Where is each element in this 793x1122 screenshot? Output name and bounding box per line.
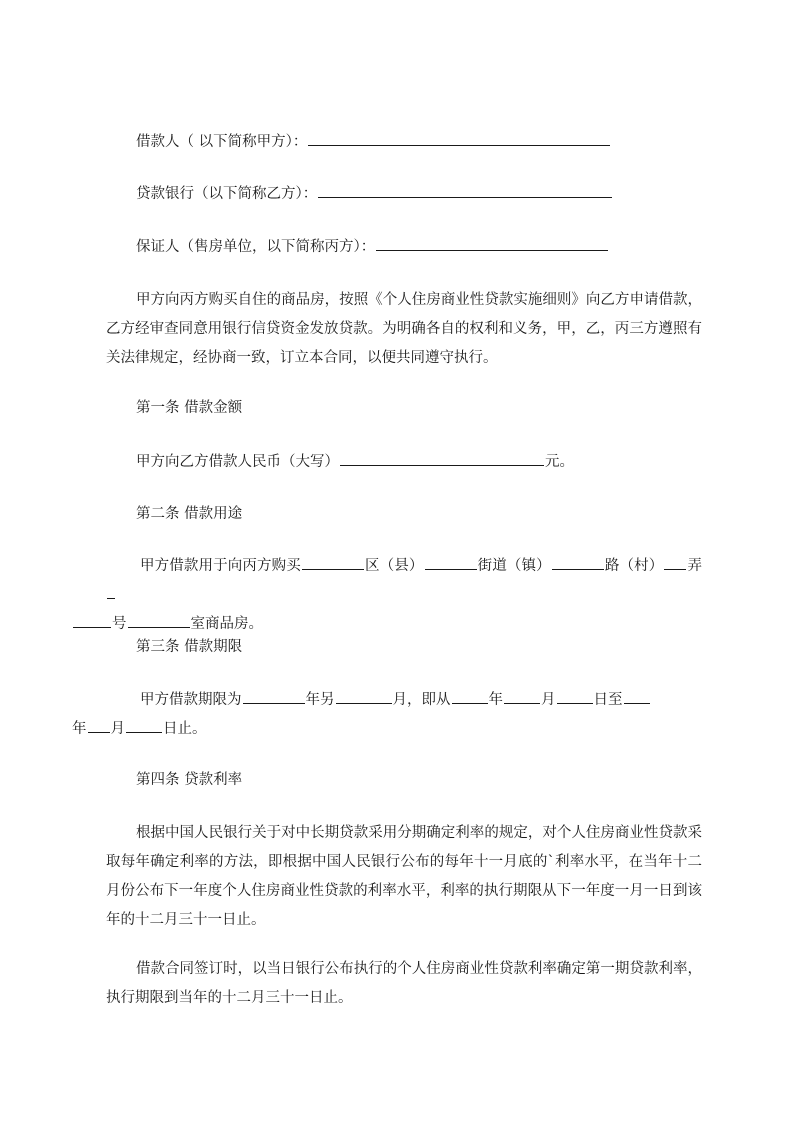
article3-t6: 日至 bbox=[593, 692, 623, 708]
article3-paragraph bbox=[72, 686, 702, 744]
article4-paragraph-1: 根据中国人民银行关于对中长期贷款采用分期确定利率的规定，对个人住房商业性贷款采取每年确定利率的方法，即根据中国人民银行公布的每年十一月底的`利率水平，在当年十二月份公布下一年度个人住房商业性贷款的利率水平，利率的执行期限从下一年度一月一日到该年的十二月三十一日止。 bbox=[106, 825, 702, 928]
article2-paragraph bbox=[106, 552, 702, 639]
article2-t2: 区（县） bbox=[364, 558, 424, 574]
article3-t2: 年另 bbox=[305, 692, 335, 708]
guarantor-label: 保证人（售房单位，以下简称丙方）： bbox=[136, 239, 376, 255]
end-month-blank bbox=[88, 718, 110, 733]
borrower-line bbox=[136, 131, 611, 152]
start-day-blank bbox=[557, 689, 593, 704]
lane-tail-blank bbox=[107, 584, 115, 599]
article3-t8: 月 bbox=[110, 721, 125, 737]
start-year-blank bbox=[452, 689, 488, 704]
article2-heading: 第二条 借款用途 bbox=[136, 506, 243, 522]
room-blank bbox=[128, 613, 190, 628]
article3-t3: 月，即从 bbox=[392, 692, 451, 708]
article2-t6: 号 bbox=[112, 616, 127, 632]
article3-t1: 甲方借款期限为 bbox=[140, 692, 242, 708]
article2-t7: 室商品房。 bbox=[190, 616, 263, 632]
number-blank bbox=[73, 613, 111, 628]
borrower-label: 借款人（ 以下简称甲方）： bbox=[136, 134, 308, 150]
loan-amount-blank bbox=[340, 451, 544, 466]
term-months-blank bbox=[336, 689, 392, 704]
start-month-blank bbox=[504, 689, 540, 704]
article1-text-a: 甲方向乙方借款人民币（大写） bbox=[136, 454, 339, 470]
article2-t5: 弄 bbox=[687, 558, 702, 574]
article1-text bbox=[136, 451, 574, 472]
end-day-blank bbox=[126, 718, 162, 733]
lender-label: 贷款银行（以下简称乙方）： bbox=[136, 186, 318, 202]
article1-heading: 第一条 借款金额 bbox=[136, 400, 243, 416]
lender-line bbox=[136, 183, 613, 204]
term-years-blank bbox=[243, 689, 305, 704]
article3-t5: 月 bbox=[541, 692, 556, 708]
article2-t4: 路（村） bbox=[604, 558, 664, 574]
guarantor-line bbox=[136, 236, 609, 257]
lender-blank bbox=[318, 183, 612, 198]
borrower-blank bbox=[308, 131, 610, 146]
article3-t7: 年 bbox=[72, 721, 87, 737]
end-year-blank bbox=[624, 689, 650, 704]
article3-t9: 日止。 bbox=[163, 721, 207, 737]
road-blank bbox=[552, 555, 604, 570]
article2-t1: 甲方借款用于向丙方购买 bbox=[140, 558, 301, 574]
article3-heading: 第三条 借款期限 bbox=[136, 639, 243, 655]
district-blank bbox=[302, 555, 364, 570]
article3-t4: 年 bbox=[488, 692, 503, 708]
article1-text-b: 元。 bbox=[545, 454, 574, 470]
preamble-paragraph: 甲方向丙方购买自住的商品房，按照《个人住房商业性贷款实施细则》向乙方申请借款，乙方经审查同意用银行信贷资金发放贷款。为明确各自的权利和义务，甲，乙，丙三方遵照有关法律规定，经协商一致，订立本合同，以便共同遵守执行。 bbox=[106, 292, 702, 366]
article2-t3: 街道（镇） bbox=[477, 558, 551, 574]
article4-paragraph-2: 借款合同签订时，以当日银行公布执行的个人住房商业性贷款利率确定第一期贷款利率，执行期限到当年的十二月三十一日止。 bbox=[106, 961, 702, 1006]
lane-blank bbox=[664, 555, 686, 570]
guarantor-blank bbox=[376, 236, 608, 251]
street-blank bbox=[425, 555, 477, 570]
article4-heading: 第四条 贷款利率 bbox=[136, 772, 243, 788]
